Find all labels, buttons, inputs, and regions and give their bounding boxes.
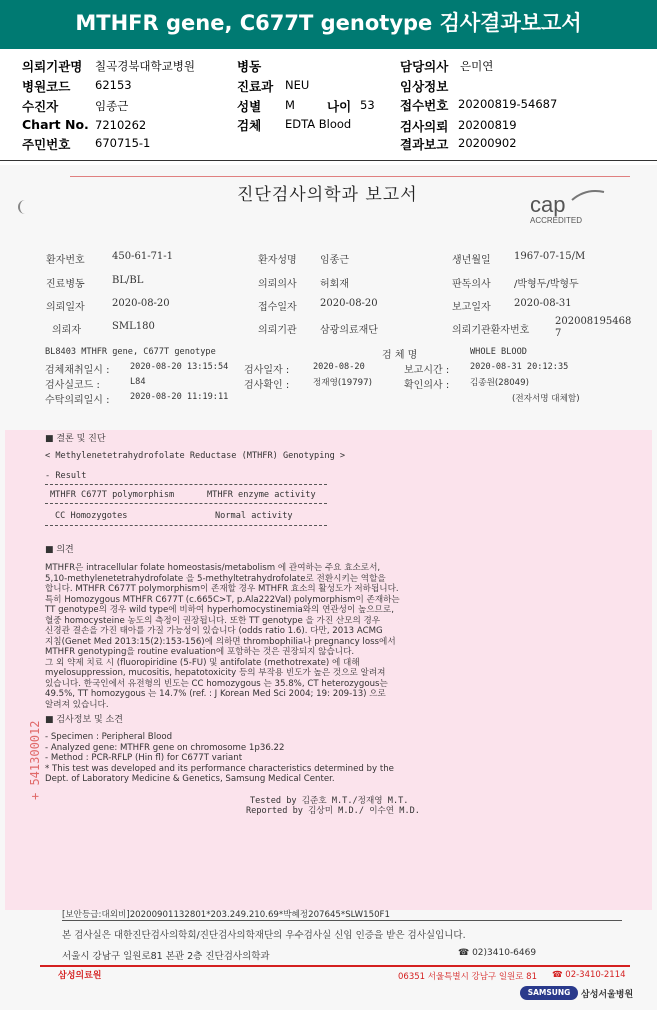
- specimen-name-value: WHOLE BLOOD: [470, 347, 527, 357]
- lab-phone: ☎ 02)3410-6469: [458, 948, 537, 958]
- opinion-line: MTHFR은 intracellular folate homeostasis/metabolism 에 관여하는 주요 효소로서,: [45, 563, 381, 573]
- cap-brand-text: cap: [530, 192, 566, 217]
- method-line: Dept. of Laboratory Medicine & Genetics, Samsung Medical Center.: [45, 774, 335, 784]
- patient-value: 임종근: [95, 99, 129, 113]
- doctor-label: 담당의사: [400, 59, 449, 74]
- collection-time-label: 검체채취일시 :: [45, 365, 110, 376]
- report-date-value: 20200902: [458, 136, 517, 150]
- institution-value: 칠곡경북대학교병원: [95, 59, 195, 73]
- institution-patient-no-value-2: 7: [555, 328, 562, 339]
- opinion-line: 지침(Genet Med 2013:15(2):153-156)에 의하면 thrombophilia나 pregnancy loss에서: [45, 636, 396, 647]
- confirming-doctor-label: 확인의사 :: [404, 380, 450, 391]
- certification-note: 본 검사실은 대한진단검사의학회/진단검사의학재단의 우수검사실 신임 인증을 받은 검사실입니다.: [62, 930, 466, 941]
- hospital-code-value: 62153: [95, 78, 132, 92]
- sex-label: 성별: [237, 99, 262, 114]
- request-date-label-2: 의뢰일자: [46, 302, 85, 313]
- ward-label-2: 진료병동: [46, 279, 85, 290]
- hospital-address: 06351 서울특별시 강남구 일원로 81: [398, 972, 537, 982]
- chart-no-value: 7210262: [95, 118, 147, 132]
- clinical-info-label: 임상정보: [400, 79, 449, 94]
- opinion-line: 알려져 있습니다.: [45, 699, 109, 710]
- department-value: NEU: [285, 78, 310, 92]
- reported-by: Reported by 김상미 M.D./ 이수연 M.D.: [246, 806, 420, 816]
- referring-institution-label: 의뢰기관: [258, 325, 297, 336]
- enzyme-activity-result: Normal activity: [215, 511, 293, 521]
- opinion-heading: ■ 의견: [45, 545, 74, 555]
- lab-code-label: 검사실코드 :: [45, 380, 100, 391]
- result-label: - Result: [45, 471, 87, 481]
- specimen-value: EDTA Blood: [285, 117, 352, 131]
- institution-patient-no-label: 의뢰기관환자번호: [452, 325, 530, 336]
- age-label: 나이: [327, 99, 352, 114]
- opinion-line: 합니다. MTHFR C677T polymorphism이 존재할 경우 MTHFR 효소의 활성도가 저하됩니다.: [45, 584, 399, 594]
- test-date-label: 검사일자 :: [244, 365, 290, 376]
- hospital-code-label: 병원코드: [22, 79, 71, 94]
- footer-red-bar: [40, 965, 630, 967]
- opinion-line: 5,10-methylenetetrahydrofolate 을 5-methyltetrahydrofolate로 전환시키는 역할을: [45, 573, 386, 584]
- lab-address: 서울시 강남구 일원로81 본관 2층 진단검사의학과: [62, 951, 270, 962]
- hospital-brand: 삼성서울병원: [581, 990, 634, 1000]
- polymorphism-header: MTHFR C677T polymorphism: [50, 490, 175, 500]
- opinion-line: 49.5%, TT homozygous 는 14.7% (ref. : J Korean Med Sci 2004; 19: 209-13) 으로: [45, 689, 386, 699]
- opinion-line: 혈중 homocysteine 농도의 측정이 권장됩니다. 또한 TT genotype 을 가진 산모의 경우: [45, 615, 381, 626]
- table-rule-bottom: [45, 525, 327, 526]
- doctor-value: 은미연: [460, 59, 494, 73]
- specimen-name-label: 검 체 명: [382, 350, 418, 361]
- e-signature-note: (전자서명 대체함): [512, 394, 580, 404]
- opinion-line: TT genotype의 경우 wild type에 비하여 hyperhomocystinemia와의 연관성이 높으므로,: [45, 605, 394, 615]
- referring-institution-value: 삼광의료재단: [320, 325, 378, 336]
- department-label: 진료과: [237, 79, 274, 94]
- tested-by: Tested by 김준호 M.T./정재영 M.T.: [250, 796, 409, 806]
- contract-request-value: 2020-08-20 11:19:11: [130, 392, 229, 402]
- accession-value: 20200819-54687: [458, 97, 558, 111]
- ward-value-2: BL/BL: [112, 275, 144, 286]
- resident-no-value: 670715-1: [95, 136, 151, 150]
- patient-no-value: 450-61-71-1: [112, 251, 174, 262]
- method-line: - Analyzed gene: MTHFR gene on chromosome 1p36.22: [45, 742, 285, 753]
- genotype-result: CC Homozygotes: [55, 511, 128, 521]
- method-line: * This test was developed and its performance characteristics determined by the: [45, 763, 394, 774]
- accession-label: 접수번호: [400, 98, 449, 113]
- institution-patient-no-value: 202008195468: [555, 316, 632, 327]
- institution-label: 의뢰기관명: [22, 59, 83, 74]
- birthdate-value: 1967-07-15/M: [514, 251, 586, 262]
- specimen-label: 검체: [237, 118, 262, 133]
- opinion-line: 있습니다. 한국인에서 유전형의 빈도는 CC homozygous 는 35.8%, CT heterozygous는: [45, 678, 388, 689]
- table-rule-mid: [45, 503, 327, 504]
- hospital-phone: ☎ 02-3410-2114: [552, 970, 626, 980]
- request-date-label: 검사의뢰: [400, 119, 449, 134]
- print-info: [보안등급:대외비]20200901132801*203.249.210.69*박혜정207645*SLW150F1: [62, 910, 390, 920]
- report-heading: 진단검사의학과 보고서: [237, 185, 418, 205]
- side-code: + 541300012: [28, 720, 42, 800]
- reading-doctor-value: /박형두/박형두: [514, 279, 579, 290]
- samsung-logo: SAMSUNG: [520, 986, 578, 1000]
- footer-rule: [62, 920, 622, 921]
- requester-label: 의뢰자: [52, 325, 81, 336]
- report-time-value: 2020-08-31 20:12:35: [470, 362, 569, 372]
- opinion-line: MTHFR genotyping을 routine evaluation에 포함하는 것은 권장되지 않습니다.: [45, 647, 355, 657]
- ward-label: 병동: [237, 59, 262, 74]
- receipt-date-label: 접수일자: [258, 302, 297, 313]
- opinion-line: 그 외 약제 치료 시 (fluoropiridine (5-FU) 및 antifolate (methotrexate) 에 대해: [45, 657, 360, 668]
- patient-no-label: 환자번호: [46, 255, 85, 266]
- opinion-line: 특히 Homozygous MTHFR C677T (c.665C>T, p.Ala222Val) polymorphism이 존재하는: [45, 594, 400, 605]
- opinion-line: myelosuppression, mucositis, hepatotoxicity 등의 부작용 빈도가 높은 것으로 알려져: [45, 668, 386, 678]
- lab-code-value: L84: [130, 377, 146, 387]
- age-value: 53: [360, 98, 375, 112]
- enzyme-activity-header: MTHFR enzyme activity: [207, 490, 316, 500]
- test-info-heading: ■ 검사정보 및 소견: [45, 715, 123, 725]
- conclusion-heading: ■ 결론 및 진단: [45, 434, 106, 444]
- report-date-value-2: 2020-08-31: [514, 298, 572, 309]
- collection-time-value: 2020-08-20 13:15:54: [130, 362, 229, 372]
- report-time-label: 보고시간 :: [404, 365, 450, 376]
- report-title: MTHFR gene, C677T genotype 검사결과보고서: [75, 11, 582, 35]
- reading-doctor-label: 판독의사: [452, 279, 491, 290]
- referring-doctor-value: 허회재: [320, 279, 349, 290]
- genotyping-subtitle: < Methylenetetrahydrofolate Reductase (MTHFR) Genotyping >: [45, 451, 346, 461]
- referring-doctor-label: 의뢰의사: [258, 279, 297, 290]
- patient-name-label: 환자성명: [258, 255, 297, 266]
- method-line: - Specimen : Peripheral Blood: [45, 732, 173, 742]
- header-divider: [0, 160, 657, 161]
- opinion-line: 신경관 결손을 가진 태아를 가질 가능성이 있습니다 (odds ratio 1.6). 다만, 2013 ACMG: [45, 626, 383, 636]
- test-confirm-value: 정재영(19797): [313, 378, 372, 388]
- request-date-value-2: 2020-08-20: [112, 298, 170, 309]
- requester-value: SML180: [112, 321, 155, 332]
- test-date-value: 2020-08-20: [313, 362, 365, 372]
- method-line: - Method : PCR-RFLP (Hin fl) for C677T variant: [45, 753, 243, 763]
- sex-value: M: [285, 98, 295, 112]
- hospital-name: 삼성의료원: [58, 971, 102, 981]
- table-rule-top: [45, 484, 327, 485]
- resident-no-label: 주민번호: [22, 137, 71, 152]
- punch-hole: [18, 200, 32, 214]
- report-red-rule: [70, 176, 630, 177]
- contract-request-label: 수탁의뢰일시 :: [45, 395, 110, 406]
- request-date-value: 20200819: [458, 118, 517, 132]
- banner-underline: [0, 46, 657, 49]
- receipt-date-value: 2020-08-20: [320, 298, 378, 309]
- report-date-label-2: 보고일자: [452, 302, 491, 313]
- cap-sub-text: ACCREDITED: [530, 216, 583, 225]
- confirming-doctor-value: 김종원(28049): [470, 378, 529, 388]
- chart-no-label: Chart No.: [22, 117, 89, 132]
- birthdate-label: 생년월일: [452, 255, 491, 266]
- patient-name-value: 임종근: [320, 255, 349, 266]
- test-code-line: BL8403 MTHFR gene, C677T genotype: [45, 347, 216, 357]
- cap-accredited-logo: [528, 190, 608, 226]
- patient-label: 수진자: [22, 99, 59, 114]
- report-date-label: 결과보고: [400, 137, 449, 152]
- test-confirm-label: 검사확인 :: [244, 380, 290, 391]
